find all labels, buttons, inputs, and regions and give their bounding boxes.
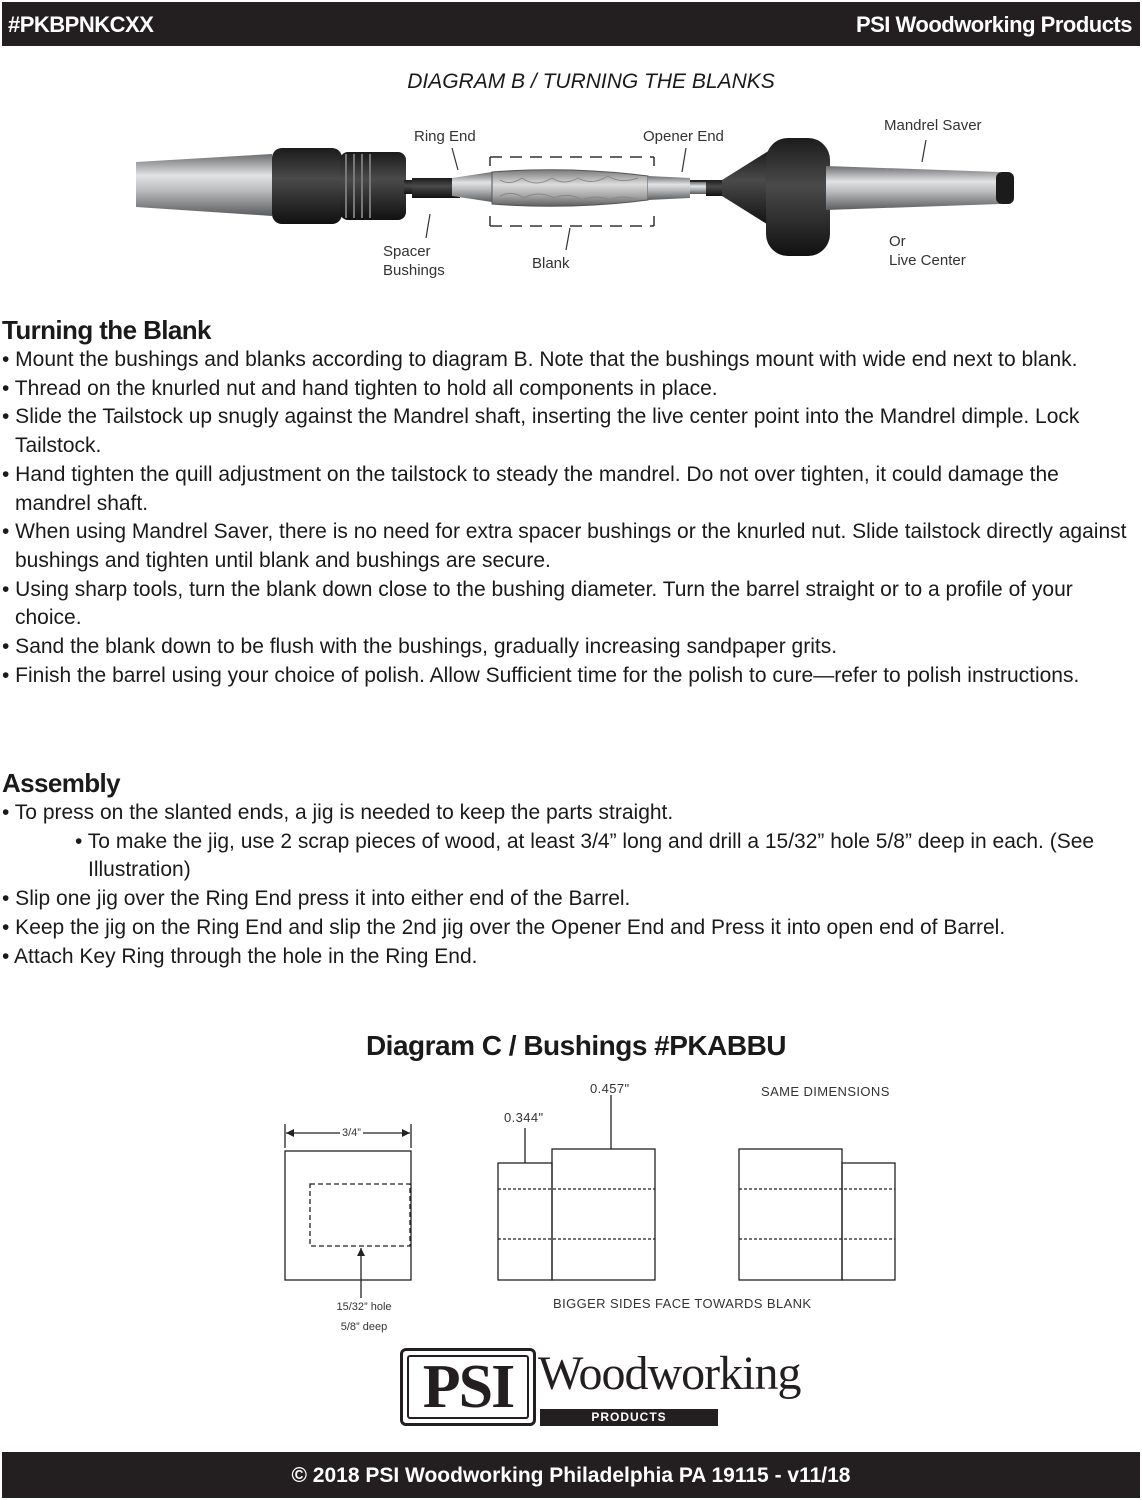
- label-spacer-bushings: [383, 242, 445, 280]
- drive-taper: [136, 154, 272, 216]
- label-blank: Blank: [532, 255, 570, 272]
- bushing-large: [552, 1149, 655, 1280]
- assembly-subitem: • To make the jig, use 2 scrap pieces of wood, at least 3/4” long and drill a 15/32” hole 5/8” deep in each. (See Illustration): [75, 829, 1095, 882]
- turning-item: • When using Mandrel Saver, there is no need for extra spacer bushings or the knurled nut. Slide tailstock directly against bushings and tighten until blank and bushings are secure.: [2, 520, 1127, 572]
- bushing-small-2: [842, 1163, 895, 1280]
- label-opener-end: Opener End: [643, 128, 724, 145]
- jig-width-label: 3/4”: [342, 1127, 361, 1139]
- assembly-item: • To press on the slanted ends, a jig is needed to keep the parts straight.: [2, 801, 674, 824]
- turning-item: • Hand tighten the quill adjustment on the tailstock to steady the mandrel. Do not over tighten, it could damage the mandrel shaft.: [2, 462, 1059, 515]
- bushings-diagram: [0, 1080, 1142, 1300]
- assembly-item: • Slip one jig over the Ring End press it into either end of the Barrel.: [2, 887, 631, 911]
- turning-item: • Finish the barrel using your choice of polish. Allow Sufficient time for the polish to cure—refer to polish instructions.: [2, 663, 1080, 687]
- bigger-sides-label: BIGGER SIDES FACE TOWARDS BLANK: [553, 1296, 812, 1311]
- label-spacer: Spacer: [383, 243, 431, 260]
- assembly-item: • Attach Key Ring through the hole in the Ring End.: [2, 944, 478, 968]
- label-or: Or: [889, 233, 906, 250]
- jig-hole: [310, 1184, 410, 1246]
- label-live-center-text: Live Center: [889, 252, 966, 269]
- mandrel-illustration: [0, 0, 1142, 300]
- hole-depth: 5/8” deep: [340, 1321, 388, 1333]
- turning-section: [2, 314, 1138, 690]
- diagram-b-title: DIAGRAM B / TURNING THE BLANKS: [407, 70, 775, 93]
- label-live-center: [889, 232, 966, 270]
- turning-item: • Using sharp tools, turn the blank down close to the bushing diameter. Turn the barrel straight or to a profile of your choice.: [2, 577, 1073, 630]
- label-mandrel-saver: Mandrel Saver: [884, 117, 982, 134]
- live-center-taper: [826, 166, 1000, 210]
- jig-block: [285, 1151, 411, 1280]
- assembly-item: • Keep the jig on the Ring End and slip the 2nd jig over the Opener End and Press it into open end of Barrel.: [2, 915, 1006, 939]
- turning-item: • Slide the Tailstock up snugly against the Mandrel shaft, inserting the live center point into the Mandrel dimple. Lock Tailstock.: [2, 405, 1080, 458]
- turning-item: • Thread on the knurled nut and hand tighten to hold all components in place.: [2, 376, 718, 400]
- logo-psi: PSI: [422, 1353, 514, 1421]
- mandrel-saver: [722, 150, 770, 226]
- assembly-heading: Assembly: [2, 768, 121, 798]
- brand-name: PSI Woodworking Products: [855, 12, 1132, 37]
- turning-heading: Turning the Blank: [2, 315, 211, 345]
- dim-0457: 0.457": [590, 1081, 630, 1096]
- logo-products: PRODUCTS: [540, 1409, 718, 1426]
- bushing-large-2: [739, 1149, 842, 1280]
- label-bushings: Bushings: [383, 262, 445, 279]
- assembly-section: [2, 767, 1138, 971]
- psi-logo: [400, 1346, 801, 1432]
- turning-item: • Sand the blank down to be flush with the bushings, gradually increasing sandpaper grits.: [2, 635, 838, 659]
- label-ring-end: Ring End: [414, 128, 476, 145]
- collet-chuck: [272, 148, 342, 224]
- footer-bar: © 2018 PSI Woodworking Philadelphia PA 19115 - v11/18: [2, 1452, 1140, 1498]
- product-code: #PKBPNKCXX: [8, 12, 154, 37]
- dim-0344: 0.344": [504, 1110, 544, 1125]
- turning-item: • Mount the bushings and blanks according to diagram B. Note that the bushings mount with wide end next to blank.: [2, 348, 1078, 371]
- blank: [492, 170, 648, 207]
- diagram-c-title: Diagram C / Bushings #PKABBU: [365, 1030, 787, 1061]
- bushing-small: [498, 1163, 552, 1280]
- logo-woodworking: Woodworking: [538, 1347, 801, 1400]
- same-dimensions-label: SAME DIMENSIONS: [761, 1084, 890, 1099]
- hole-diameter: 15/32” hole: [336, 1301, 392, 1313]
- opener-end-bushing: [648, 176, 690, 200]
- hole-label: [336, 1297, 392, 1337]
